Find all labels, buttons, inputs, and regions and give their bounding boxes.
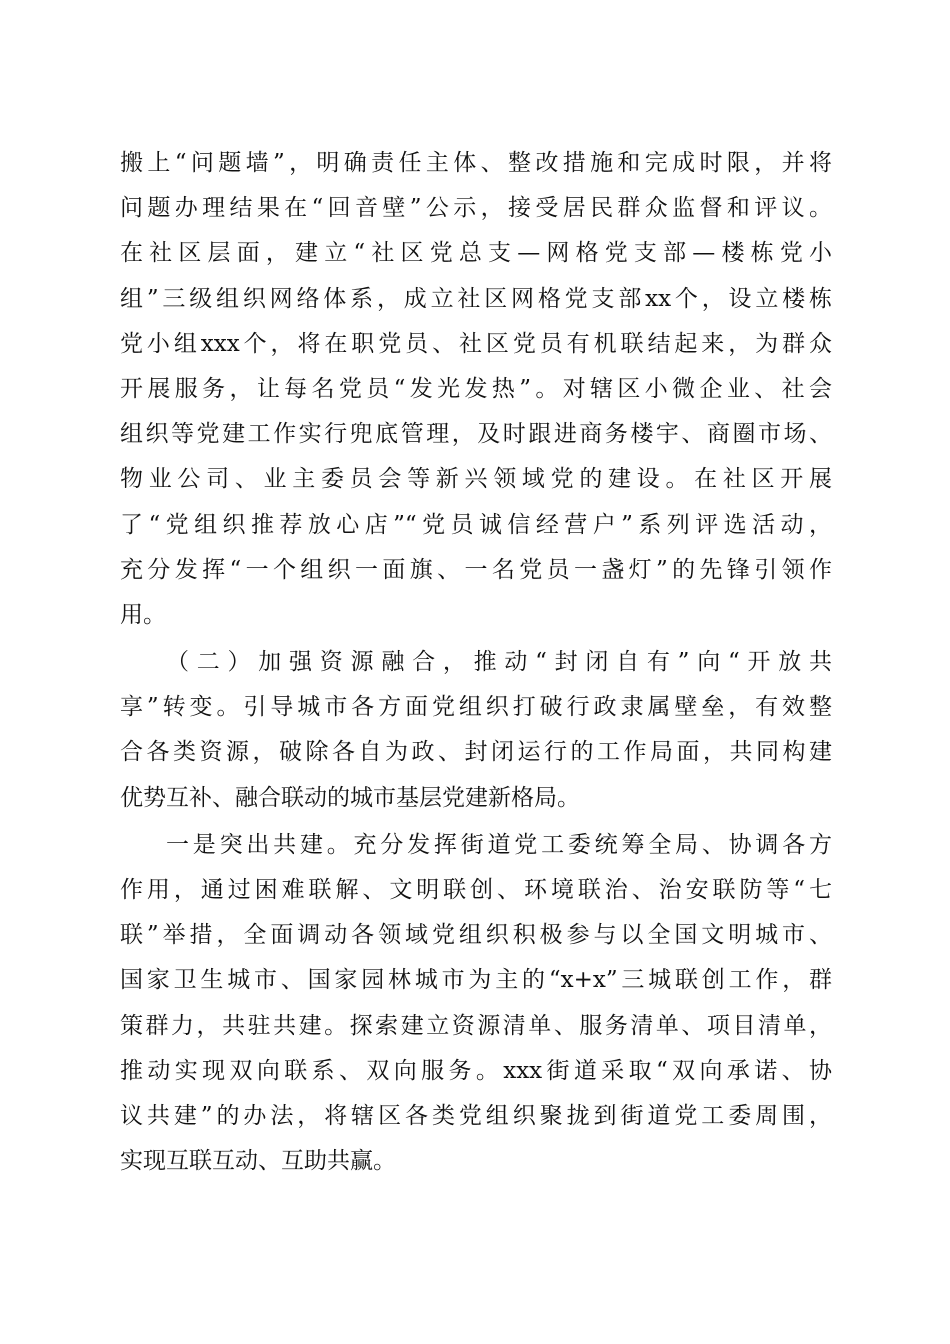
subheading-line: 一是突出共建。充分发挥街道党工委统筹全局、协调各方 — [166, 831, 832, 858]
section-heading-line: （二）加强资源融合，推动“封闭自有”向“开放共 — [166, 649, 832, 676]
text-line: 充分发挥“一个组织一面旗、一名党员一盏灯”的先锋引领作 — [120, 556, 832, 583]
paragraph-co-building — [120, 823, 832, 1185]
text-line: 了“党组织推荐放心店”“党员诚信经营户”系列评选活动， — [120, 511, 832, 538]
paragraph-resource-integration — [120, 640, 832, 821]
text-line: 优势互补、融合联动的城市基层党建新格局。 — [120, 784, 580, 811]
text-line: 合各类资源，破除各自为政、封闭运行的工作局面，共同构建 — [120, 739, 832, 766]
text-line: 联”举措，全面调动各领域党组织积极参与以全国文明城市、 — [120, 922, 832, 949]
text-line: 搬上“问题墙”，明确责任主体、整改措施和完成时限，并将 — [120, 150, 832, 176]
text-line: 在社区层面，建立“社区党总支—网格党支部—楼栋党小 — [120, 240, 832, 267]
text-line: 推动实现双向联系、双向服务。xxx街道采取“双向承诺、协 — [120, 1057, 832, 1084]
text-line: 作用，通过困难联解、文明联创、环境联治、治安联防等“七 — [120, 877, 832, 903]
text-line: 组”三级组织网络体系，成立社区网格党支部xx个，设立楼栋 — [120, 285, 832, 312]
text-line: 问题办理结果在“回音壁”公示，接受居民群众监督和评议。 — [120, 195, 832, 222]
text-line: 组织等党建工作实行兜底管理，及时跟进商务楼宇、商圈市场、 — [120, 421, 832, 448]
text-line: 国家卫生城市、国家园林城市为主的“x+x”三城联创工作，群 — [120, 967, 832, 994]
text-line: 用。 — [120, 601, 166, 628]
text-line: 开展服务，让每名党员“发光发热”。对辖区小微企业、社会 — [120, 375, 832, 402]
text-line: 党小组xxx个，将在职党员、社区党员有机联结起来，为群众 — [120, 330, 832, 357]
text-line: 物业公司、业主委员会等新兴领域党的建设。在社区开展 — [120, 466, 832, 493]
text-line: 享”转变。引导城市各方面党组织打破行政隶属壁垒，有效整 — [120, 694, 832, 721]
text-line: 策群力，共驻共建。探索建立资源清单、服务清单、项目清单， — [120, 1012, 832, 1039]
text-line: 议共建”的办法，将辖区各类党组织聚拢到街道党工委周围， — [120, 1102, 832, 1129]
document-body — [120, 141, 832, 1184]
text-line: 实现互联互动、互助共赢。 — [120, 1148, 396, 1175]
paragraph-grid-building — [120, 141, 832, 638]
